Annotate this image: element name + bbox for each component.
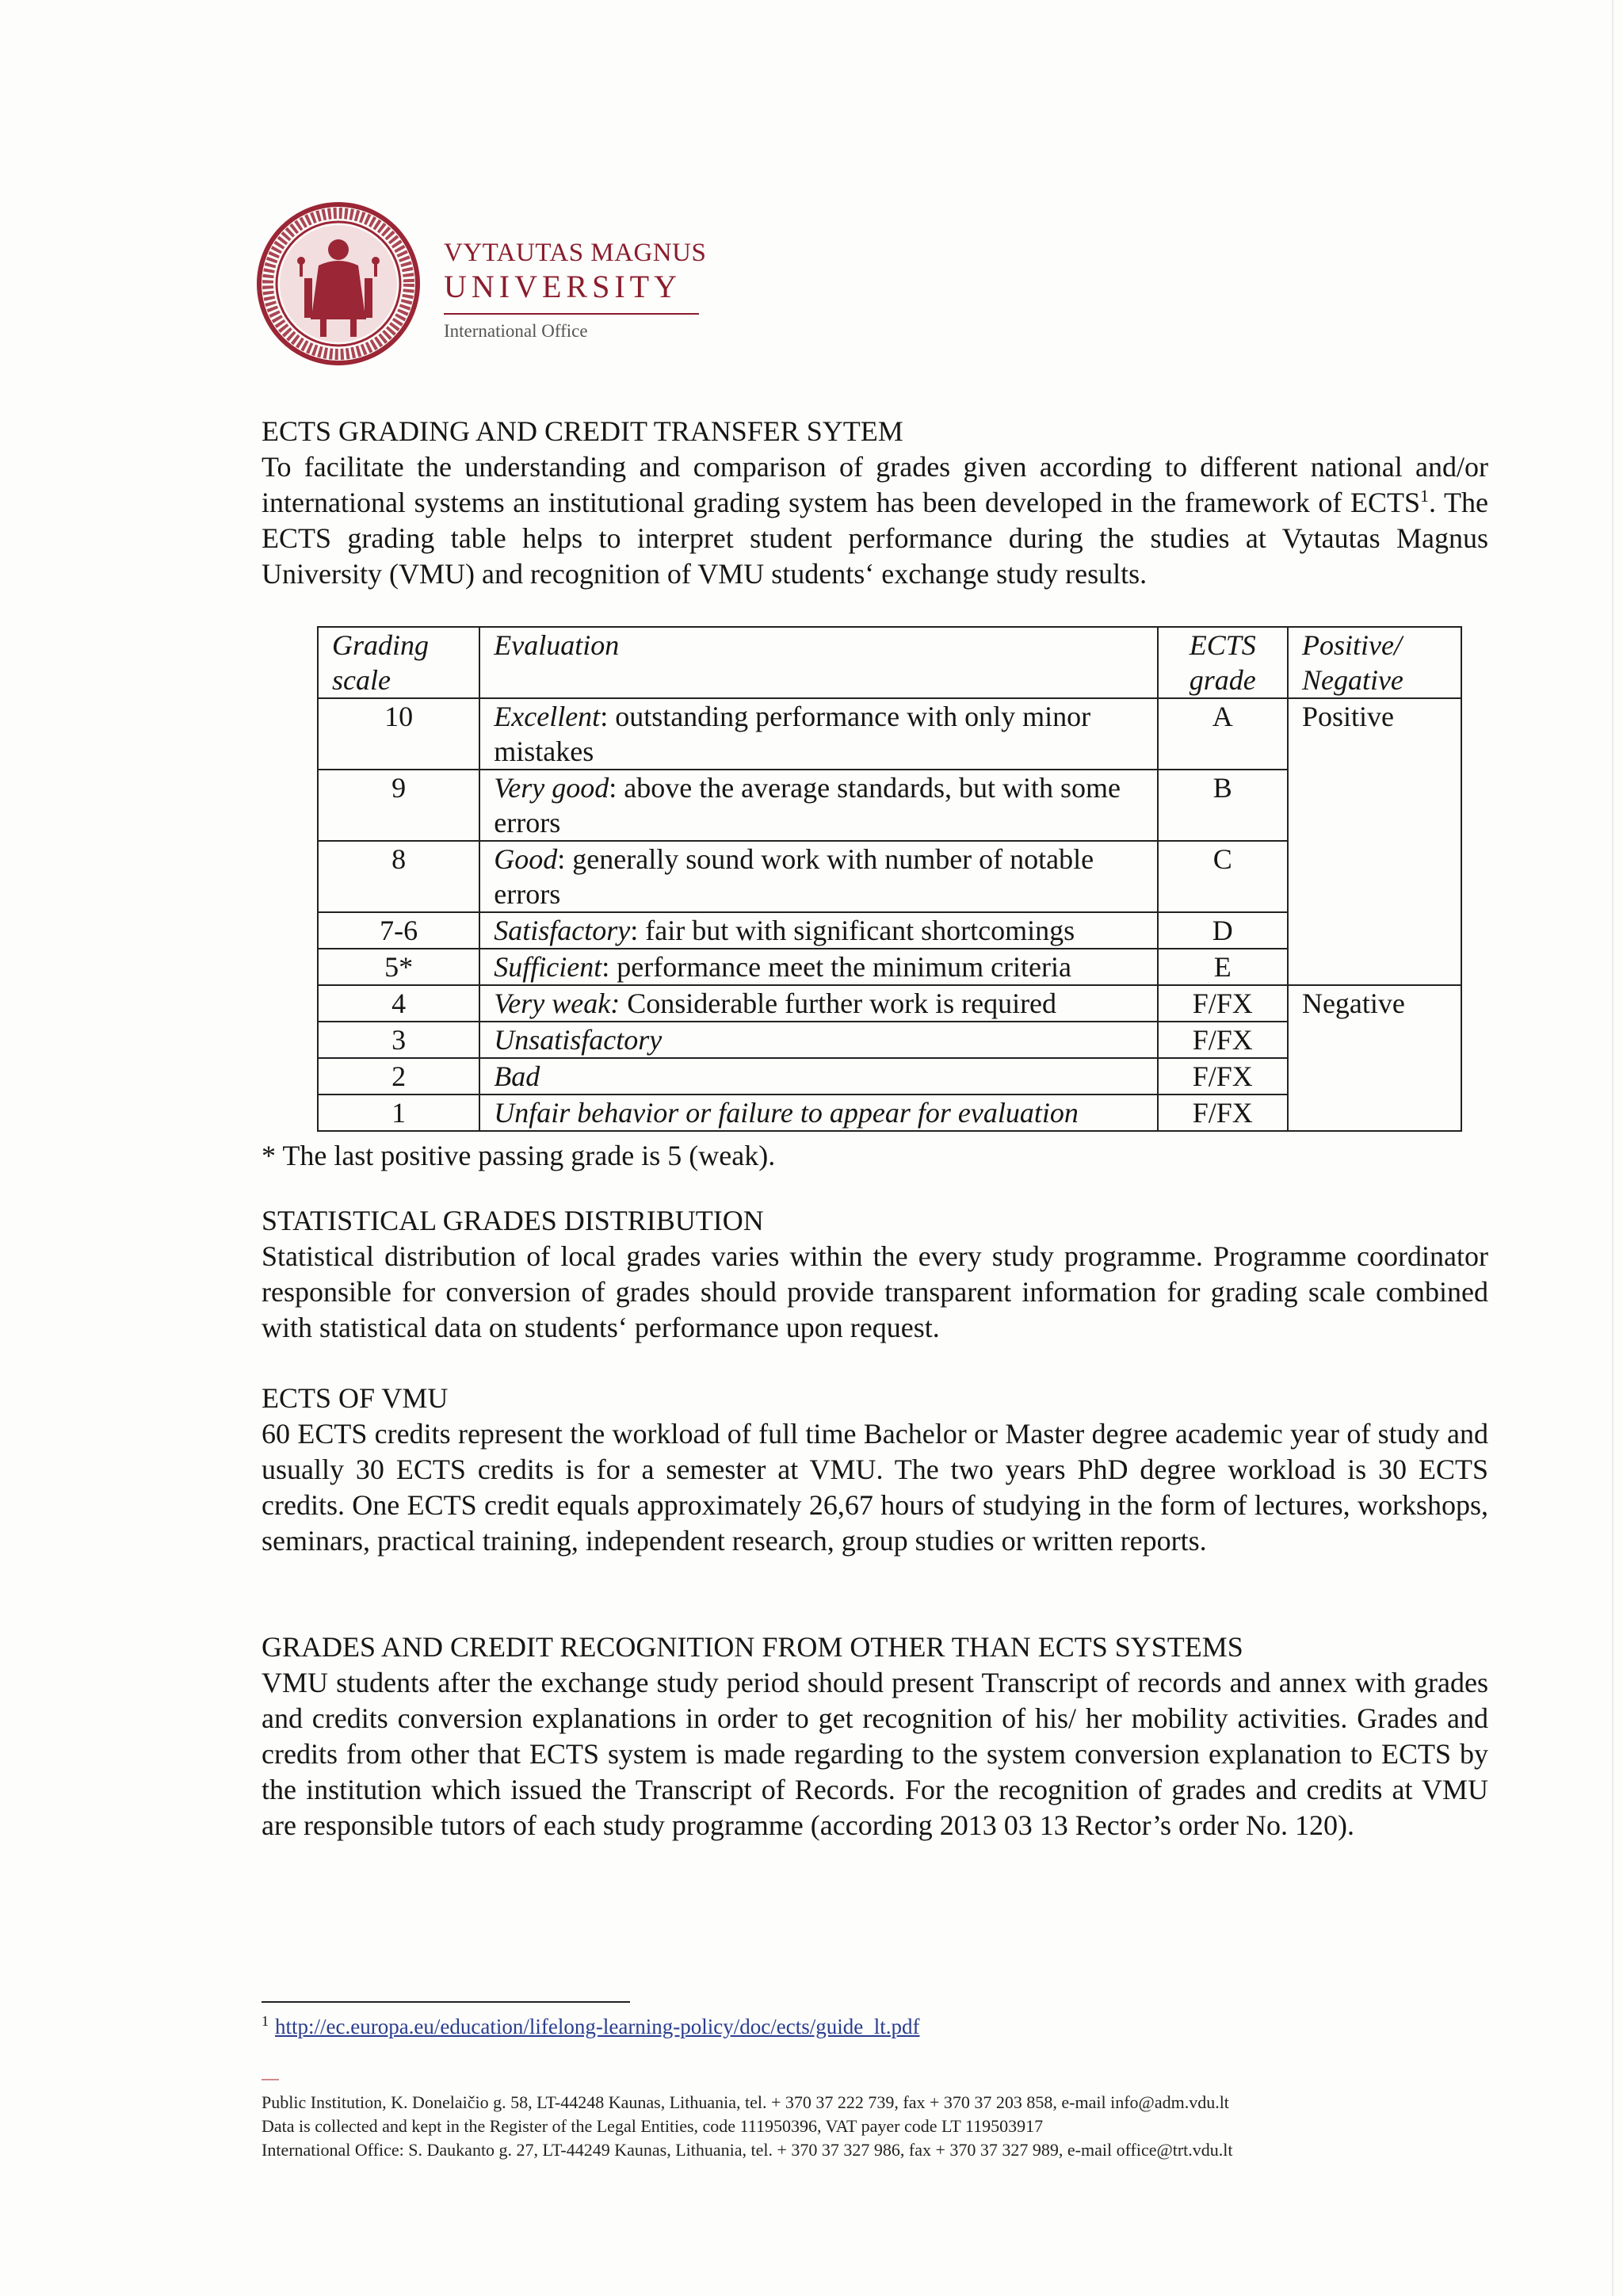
grade-cell: 3 <box>318 1022 479 1058</box>
section-credit-recognition <box>262 1629 1488 1843</box>
negative-cell: Negative <box>1288 985 1461 1131</box>
scan-edge <box>1612 0 1613 2296</box>
section-heading: ECTS GRADING AND CREDIT TRANSFER SYTEM <box>262 415 903 447</box>
grade-cell: 1 <box>318 1095 479 1131</box>
table-header-row <box>318 627 1461 698</box>
section-ects-of-vmu <box>262 1381 1488 1559</box>
table-row <box>318 698 1461 770</box>
ects-cell: A <box>1158 698 1288 770</box>
grade-cell: 10 <box>318 698 479 770</box>
footnote-reference: 1 <box>1420 486 1430 506</box>
evaluation-cell: Good: generally sound work with number of notable errors <box>479 841 1157 912</box>
university-logo <box>255 201 715 371</box>
ects-grading-table <box>317 626 1462 1132</box>
evaluation-cell: Excellent: outstanding performance with only minor mistakes <box>479 698 1157 770</box>
ects-cell: E <box>1158 949 1288 985</box>
ects-cell: B <box>1158 770 1288 841</box>
header-grading-scale: Grading scale <box>318 627 479 698</box>
logo-line-vytautas-magnus: VYTAUTAS MAGNUS <box>444 239 707 267</box>
footnote-link[interactable]: http://ec.europa.eu/education/lifelong-learning-policy/doc/ects/guide_lt.pdf <box>275 2015 920 2038</box>
ects-cell: D <box>1158 912 1288 949</box>
logo-line-international-office: International Office <box>444 321 588 341</box>
header-evaluation: Evaluation <box>479 627 1157 698</box>
ects-cell: F/FX <box>1158 1095 1288 1131</box>
evaluation-cell: Very weak: Considerable further work is required <box>479 985 1157 1022</box>
separator-mark <box>262 2079 279 2080</box>
section-heading: ECTS OF VMU <box>262 1382 449 1414</box>
ects-cell: F/FX <box>1158 1058 1288 1095</box>
section-paragraph: Statistical distribution of local grades varies within the every study programme. Programme coordinator responsible for conversion of grades should provide transparent information for grading scale combined with statistical data on students‘ performance upon request. <box>262 1240 1488 1343</box>
footnote-divider <box>262 2001 630 2003</box>
ects-cell: F/FX <box>1158 1022 1288 1058</box>
positive-cell: Positive <box>1288 698 1461 985</box>
logo-wordmark <box>444 239 713 342</box>
section-paragraph: To facilitate the understanding and comparison of grades given according to different national and/or international systems an institutional grading system has been developed in the framework of ECTS$^1$. The ECTS grading table helps to interpret student performance during the studies at Vytautas Magnus University (VMU) and recognition of VMU students‘ exchange study results. <box>262 451 1488 590</box>
table-note: * The last positive passing grade is 5 (weak). <box>262 1140 776 1171</box>
grade-cell: 5* <box>318 949 479 985</box>
section-statistical-distribution <box>262 1203 1488 1346</box>
section-ects-grading <box>262 414 1488 592</box>
section-paragraph: 60 ECTS credits represent the workload of full time Bachelor or Master degree academic year of study and usually 30 ECTS credits is for a semester at VMU. The two years PhD degree workload is 30 ECTS credits. One ECTS credit equals approximately 26,67 hours of studying in the form of lectures, workshops, seminars, practical training, independent research, group studies or written reports. <box>262 1418 1488 1557</box>
grade-cell: 9 <box>318 770 479 841</box>
logo-divider <box>444 313 699 315</box>
grade-cell: 2 <box>318 1058 479 1095</box>
grade-cell: 7-6 <box>318 912 479 949</box>
grade-cell: 8 <box>318 841 479 912</box>
header-ects-grade: ECTS grade <box>1158 627 1288 698</box>
grade-cell: 4 <box>318 985 479 1022</box>
university-seal-icon <box>255 201 422 367</box>
header-positive-negative: Positive/ Negative <box>1288 627 1461 698</box>
footer-line-register: Data is collected and kept in the Register of the Legal Entities, code 111950396, VAT payer code LT 119503917 <box>262 2116 1044 2136</box>
ects-cell: C <box>1158 841 1288 912</box>
ects-cell: F/FX <box>1158 985 1288 1022</box>
page-footer <box>262 2091 1233 2162</box>
section-heading: STATISTICAL GRADES DISTRIBUTION <box>262 1205 764 1236</box>
evaluation-cell: Sufficient: performance meet the minimum criteria <box>479 949 1157 985</box>
evaluation-cell: Satisfactory: fair but with significant shortcomings <box>479 912 1157 949</box>
table-row <box>318 985 1461 1022</box>
footnote-mark: 1 <box>262 2013 269 2029</box>
footer-line-international-office: International Office: S. Daukanto g. 27, LT-44249 Kaunas, Lithuania, tel. + 370 37 327 986, fax + 370 37 327 989, e-mail office@trt.vdu.lt <box>262 2140 1233 2160</box>
section-heading: GRADES AND CREDIT RECOGNITION FROM OTHER THAN ECTS SYSTEMS <box>262 1631 1243 1663</box>
evaluation-cell: Very good: above the average standards, but with some errors <box>479 770 1157 841</box>
footnote <box>262 2013 919 2039</box>
evaluation-cell: Unfair behavior or failure to appear for evaluation <box>479 1095 1157 1131</box>
footer-line-address: Public Institution, K. Donelaičio g. 58, LT-44248 Kaunas, Lithuania, tel. + 370 37 222 739, fax + 370 37 203 858, e-mail info@adm.vdu.lt <box>262 2092 1229 2112</box>
section-paragraph: VMU students after the exchange study period should present Transcript of records and annex with grades and credits conversion explanations in order to get recognition of his/ her mobility activities. Grades and credits from other that ECTS system is made regarding to the system conversion explanation to ECTS by the institution which issued the Transcript of Records. For the recognition of grades and credits at VMU are responsible tutors of each study programme (according 2013 03 13 Rector’s order No. 120). <box>262 1667 1488 1841</box>
evaluation-cell: Bad <box>479 1058 1157 1095</box>
logo-line-university: UNIVERSITY <box>444 269 682 304</box>
evaluation-cell: Unsatisfactory <box>479 1022 1157 1058</box>
